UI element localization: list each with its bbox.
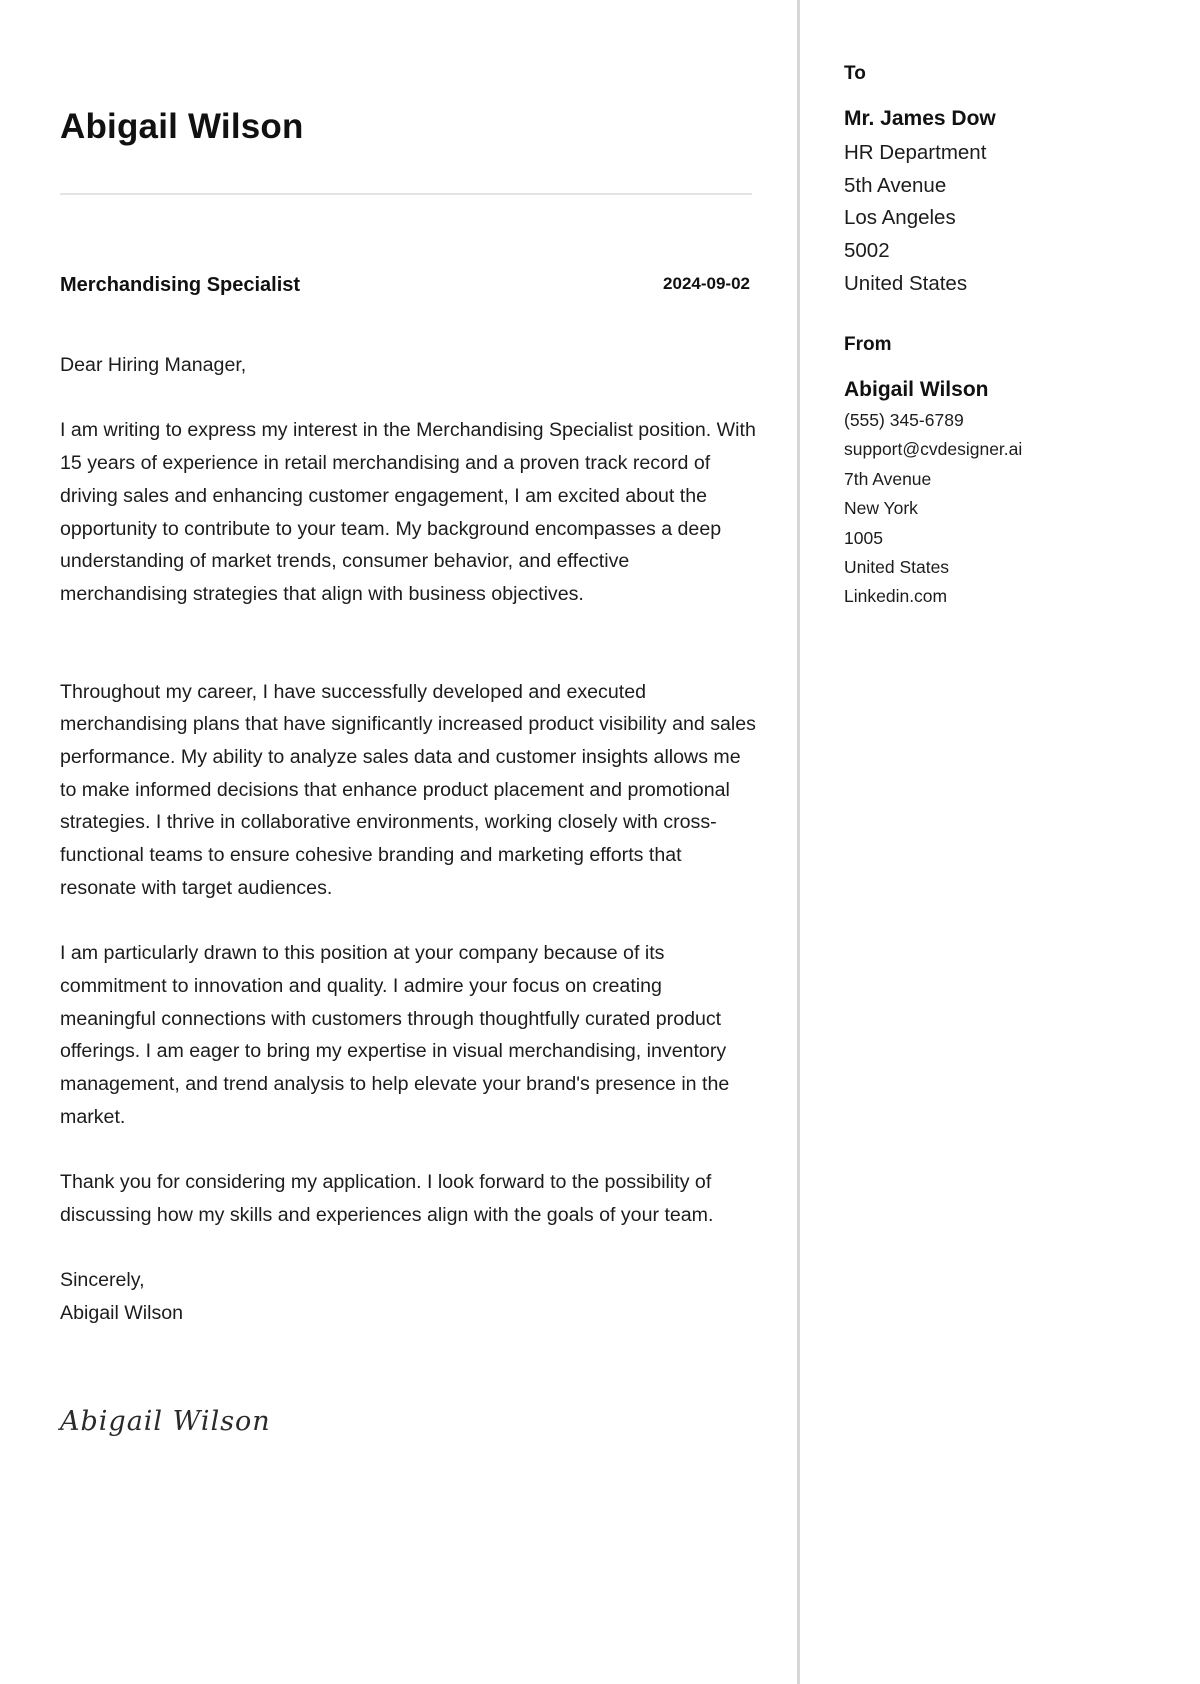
header-divider — [60, 193, 752, 195]
sender-website[interactable]: Linkedin.com — [844, 586, 948, 607]
body-paragraph-4: Thank you for considering my application. I look forward to the possibility of discussing how my skills and experiences align with the goals of your team. — [60, 1171, 714, 1226]
closing-name: Abigail Wilson — [60, 1301, 184, 1324]
handwritten-signature: Abigail Wilson — [60, 1406, 271, 1437]
recipient-postal-code: 5002 — [844, 239, 890, 263]
sender-label: From — [844, 334, 892, 355]
recipient-department: HR Department — [844, 141, 987, 164]
letter-body — [60, 349, 760, 1330]
sender-country: United States — [844, 557, 950, 578]
sender-contact — [844, 406, 1022, 612]
sender-email[interactable]: support@cvdesigner.ai — [844, 439, 1023, 460]
sender-postal-code: 1005 — [844, 527, 883, 548]
sender-city: New York — [844, 498, 918, 519]
sender-name: Abigail Wilson — [844, 378, 989, 401]
sender-phone: (555) 345-6789 — [844, 410, 964, 430]
recipient-label: To — [844, 63, 866, 84]
body-paragraph-3: I am particularly drawn to this position at your company because of its commitment to innovation and quality. I admire your focus on creating meaningful connections with customers through thoughtfully curated product offerings. I am eager to bring my expertise in visual merchandising, inventory management, and trend analysis to help elevate your brand's presence in the market. — [60, 942, 730, 1128]
greeting: Dear Hiring Manager, — [60, 354, 247, 376]
closing: Sincerely, — [60, 1269, 145, 1292]
recipient-city: Los Angeles — [844, 206, 956, 230]
address-sidebar — [800, 0, 1200, 1684]
recipient-street: 5th Avenue — [844, 173, 947, 197]
sender-street: 7th Avenue — [844, 468, 932, 489]
body-paragraph-2: Throughout my career, I have successfully developed and executed merchandising plans that have significantly increased product visibility and sales performance. My ability to analyze sales data and customer insights allows me to make informed decisions that enhance product placement and promotional strategies. I thrive in collaborative environments, working closely with cross-functional teams to ensure cohesive branding and marketing efforts that resonate with target audiences. — [60, 680, 756, 899]
recipient-country: United States — [844, 271, 968, 295]
letter-date: 2024-09-02 — [663, 274, 750, 293]
job-title: Merchandising Specialist — [60, 274, 301, 296]
recipient-name: Mr. James Dow — [844, 107, 996, 130]
body-paragraph-1: I am writing to express my interest in the Merchandising Specialist position. With 15 years of experience in retail merchandising and a proven track record of driving sales and enhancing customer engagement, I am excited about the opportunity to contribute to your team. My background encompasses a deep understanding of market trends, consumer behavior, and effective merchandising strategies that align with business objectives. — [60, 419, 756, 605]
recipient-address — [844, 137, 986, 301]
applicant-name: Abigail Wilson — [60, 107, 304, 146]
